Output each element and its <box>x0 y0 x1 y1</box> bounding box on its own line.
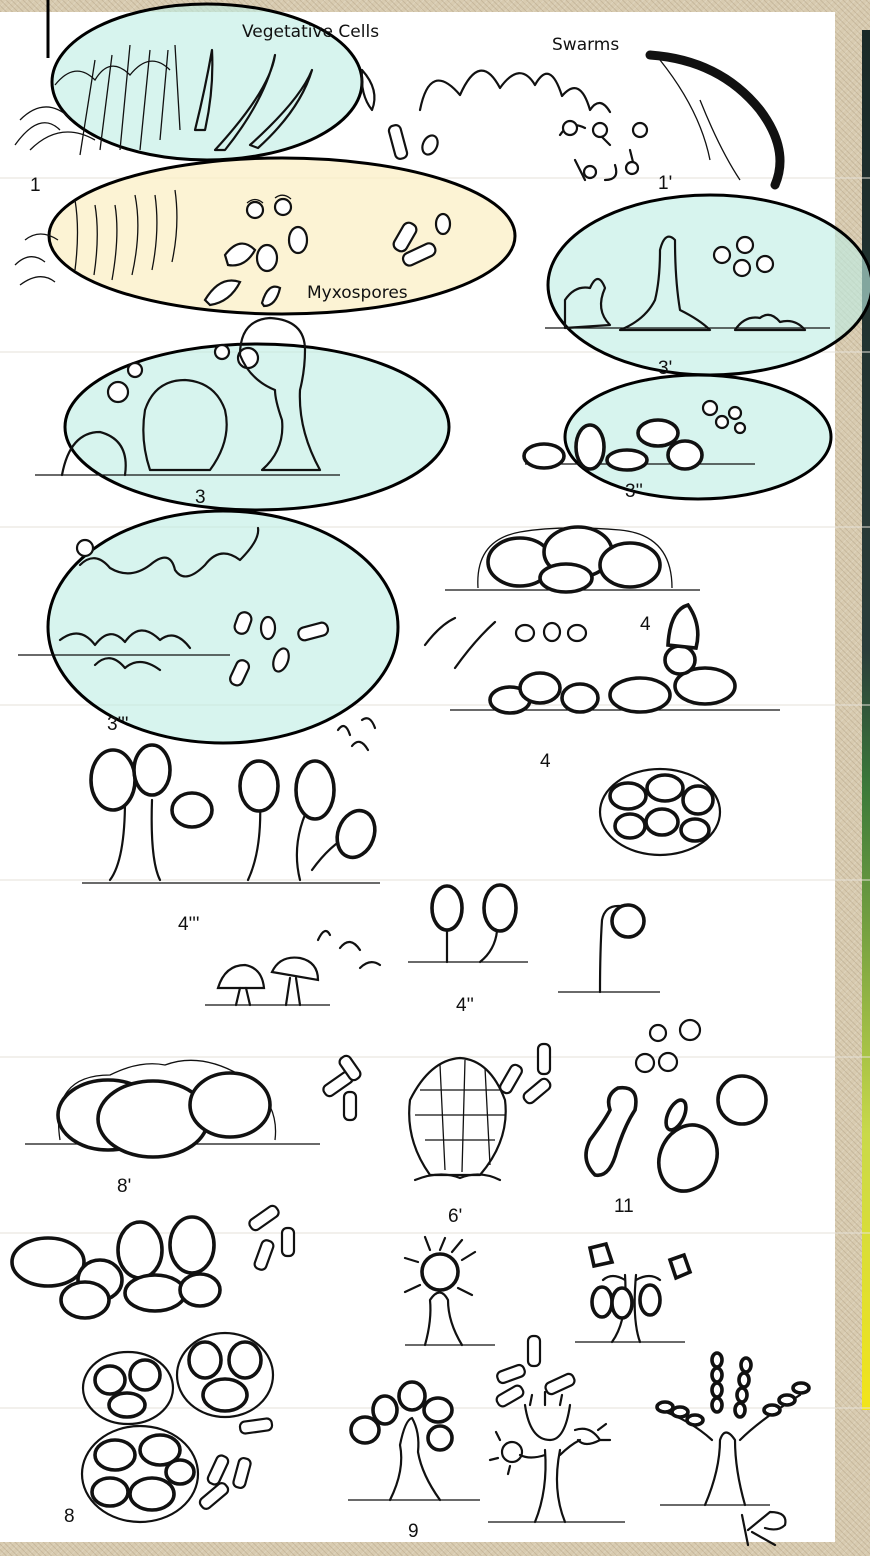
stage-9-drawing <box>348 1336 576 1500</box>
stage-label-3-tprime: 3''' <box>107 714 129 735</box>
stage-label-4-b: 4 <box>540 751 551 772</box>
stage-6-prime-drawing <box>409 1044 552 1180</box>
stage-label-11: 11 <box>614 1196 634 1217</box>
highlight-myxospores <box>49 158 515 314</box>
artist-signature <box>742 1512 785 1545</box>
stage-label-8: 8 <box>64 1506 75 1527</box>
swarms-drawing <box>420 55 780 185</box>
highlight-stage-3-tprime <box>48 511 398 743</box>
stage-label-8-prime: 8' <box>117 1176 132 1197</box>
stage-label-4-a: 4 <box>640 614 651 635</box>
stage-label-3: 3 <box>195 487 206 508</box>
stage-9-top-tree <box>405 1237 495 1345</box>
stage-8-drawing <box>12 1204 294 1522</box>
spore-chain-right <box>764 1383 809 1415</box>
stage-9-right-tree <box>575 1244 690 1342</box>
stage-label-1: 1 <box>30 175 41 196</box>
stage-label-1-prime: 1' <box>658 173 673 194</box>
vegetative-cells-label: Vegetative Cells <box>242 22 380 42</box>
cyst-cluster <box>600 769 720 855</box>
stage-label-9: 9 <box>408 1521 419 1542</box>
cells-scattered <box>388 124 441 160</box>
stage-4-dprime-drawing <box>205 885 660 1005</box>
swarms-label: Swarms <box>552 35 620 55</box>
spore-chain-middle <box>712 1353 751 1417</box>
stage-4-drawing <box>425 527 780 713</box>
stage-label-4-tprime: 4''' <box>178 914 200 935</box>
stage-9-chain-tree <box>657 1353 809 1505</box>
highlight-stage-3 <box>65 344 449 510</box>
myxospores-label: Myxospores <box>307 283 408 303</box>
stage-8-prime-drawing <box>25 1054 362 1157</box>
spore-chain-left <box>657 1402 703 1425</box>
stage-9-cup-tree <box>488 1392 625 1522</box>
stage-label-3-dprime: 3'' <box>625 481 643 502</box>
stage-11-drawing <box>586 1020 766 1201</box>
stage-label-4-dprime: 4'' <box>456 995 474 1016</box>
stage-label-6-prime: 6' <box>448 1206 463 1227</box>
highlight-stage-3-dprime <box>565 375 831 499</box>
highlight-stage-3-prime <box>548 195 870 375</box>
stage-label-3-prime: 3' <box>658 358 673 379</box>
